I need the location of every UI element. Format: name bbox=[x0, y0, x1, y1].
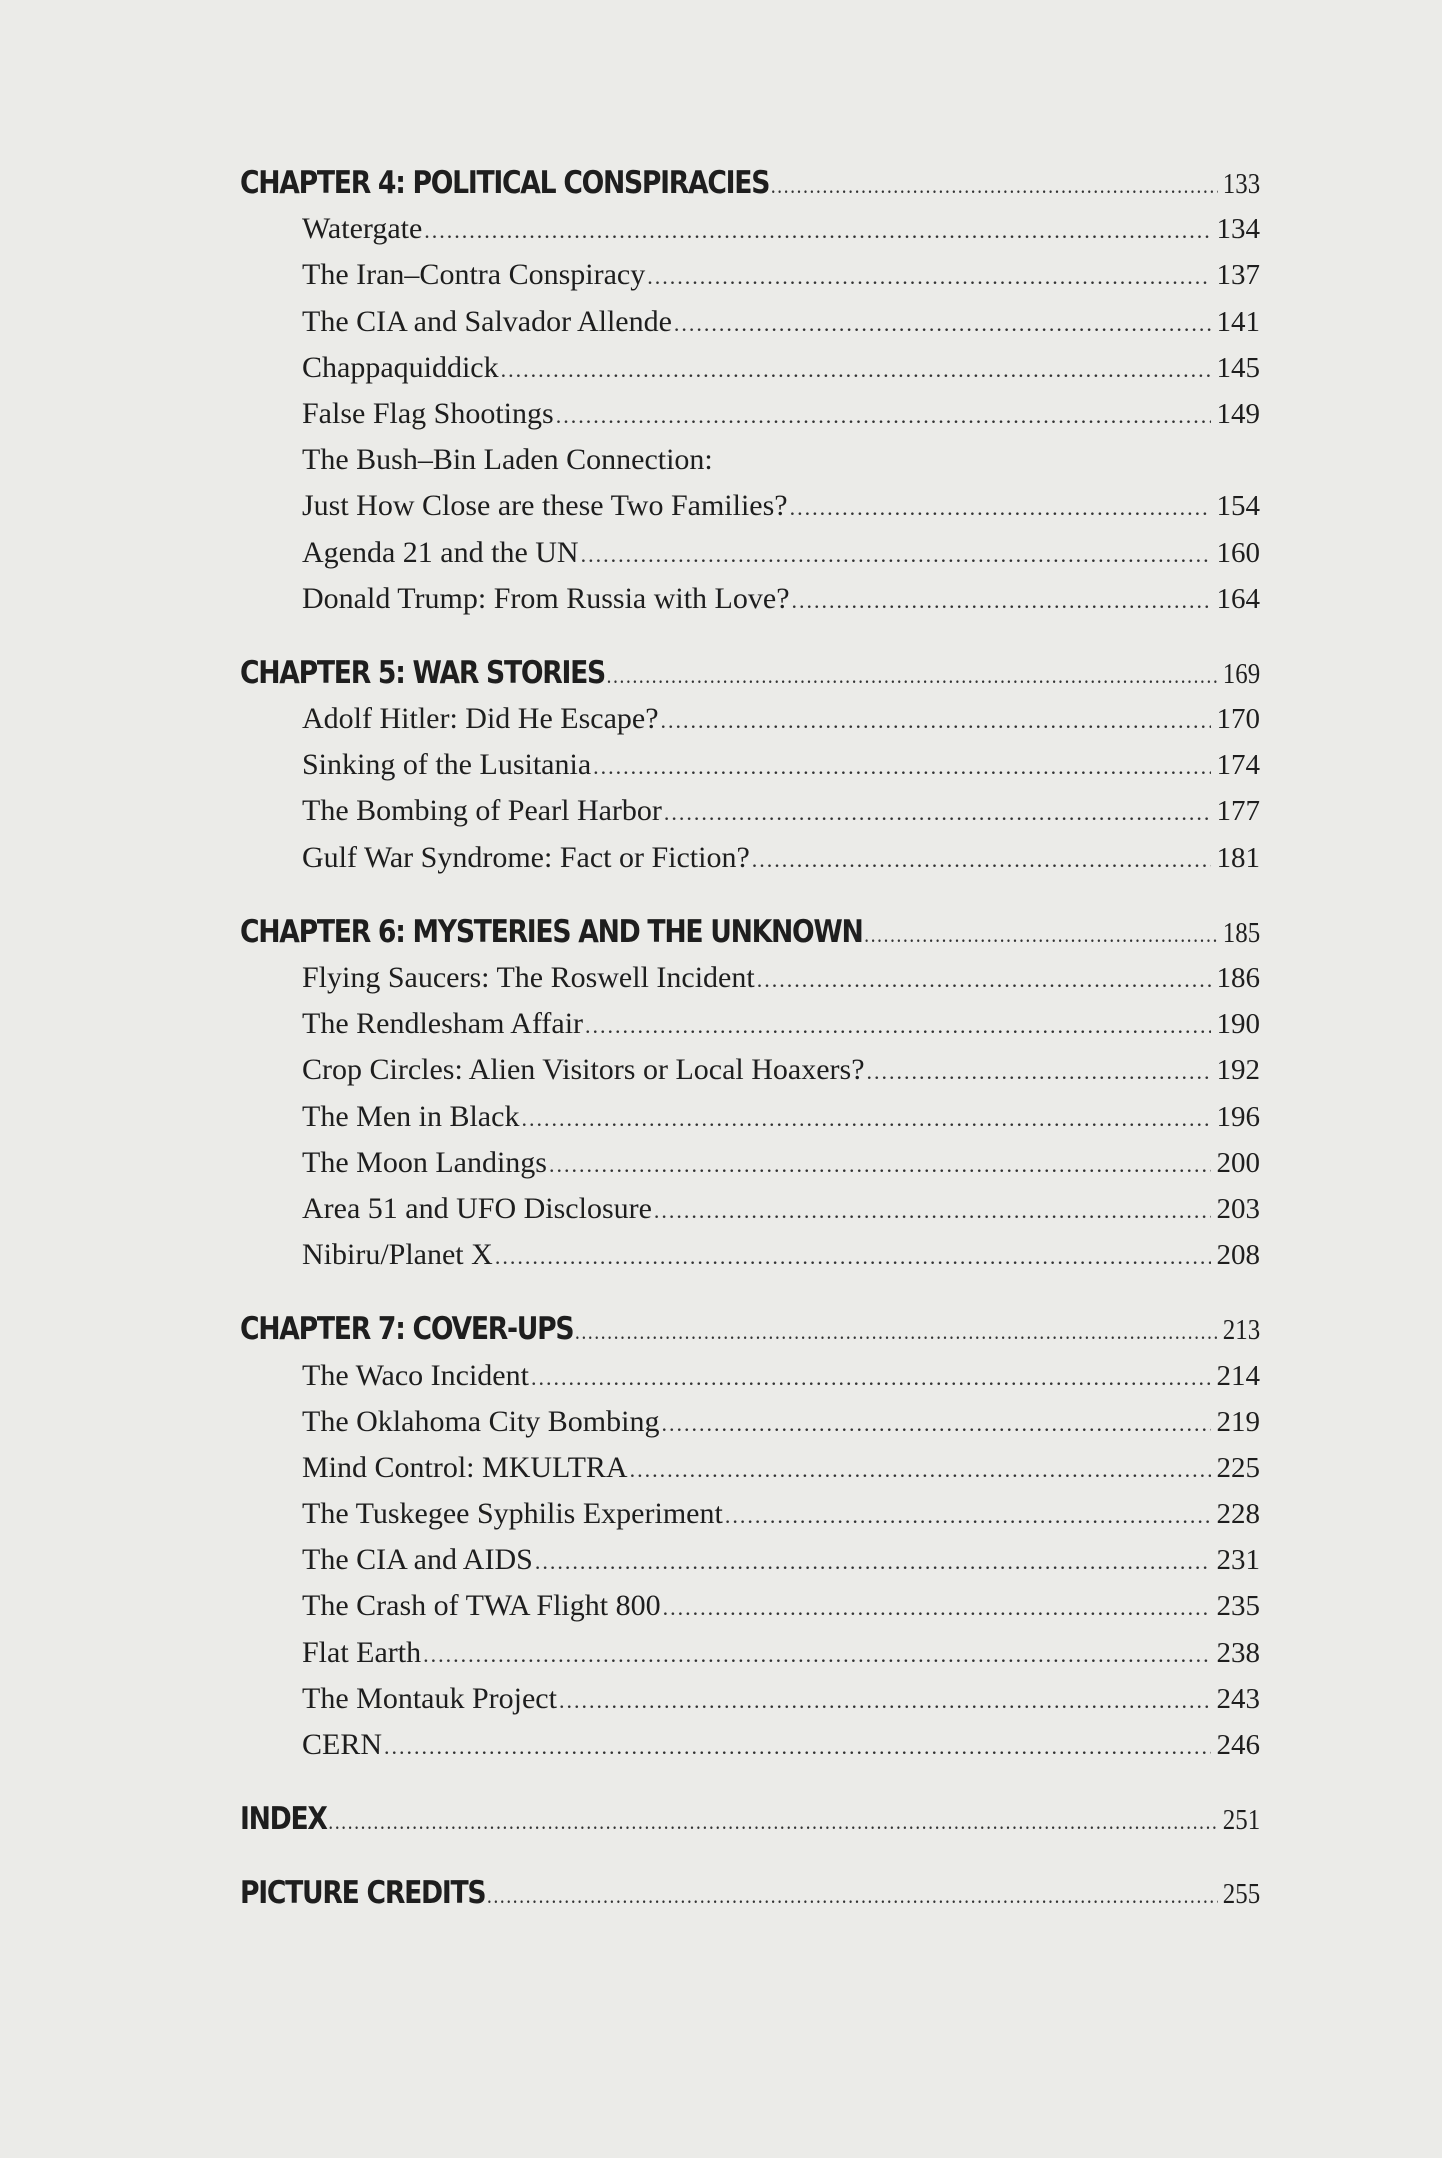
dot-leader bbox=[328, 1799, 1217, 1845]
dot-leader bbox=[790, 485, 1211, 531]
table-of-contents bbox=[240, 160, 1260, 1917]
dot-leader bbox=[757, 957, 1211, 1003]
entry-page-number: 238 bbox=[1216, 1636, 1260, 1669]
dot-leader bbox=[487, 1873, 1218, 1919]
dot-leader bbox=[585, 1003, 1210, 1049]
toc-entry[interactable] bbox=[240, 742, 1260, 788]
chapter-title: CHAPTER 7: COVER-UPS bbox=[240, 1311, 574, 1348]
entry-title: Flying Saucers: The Roswell Incident bbox=[302, 961, 755, 994]
toc-entry[interactable] bbox=[240, 1491, 1260, 1537]
toc-entry[interactable] bbox=[240, 483, 1260, 529]
dot-leader bbox=[575, 1309, 1218, 1355]
entry-page-number: 243 bbox=[1216, 1682, 1260, 1715]
entry-title: The Montauk Project bbox=[302, 1681, 557, 1715]
entry-title: False Flag Shootings bbox=[302, 396, 554, 430]
toc-section bbox=[240, 160, 1260, 622]
toc-entry[interactable] bbox=[240, 252, 1260, 298]
dot-leader bbox=[661, 698, 1211, 744]
toc-entry[interactable] bbox=[240, 835, 1260, 881]
toc-section bbox=[240, 1306, 1260, 1768]
chapter-heading[interactable] bbox=[240, 1796, 1260, 1842]
dot-leader bbox=[864, 912, 1217, 958]
toc-entry[interactable] bbox=[240, 1676, 1260, 1722]
entry-title: Crop Circles: Alien Visitors or Local Hoaxers? bbox=[302, 1053, 865, 1087]
entry-page-number: 154 bbox=[1216, 490, 1260, 523]
entry-page-number: 196 bbox=[1216, 1100, 1260, 1133]
entry-page-number: 214 bbox=[1216, 1359, 1260, 1392]
entry-title: Just How Close are these Two Families? bbox=[302, 489, 788, 523]
toc-entry[interactable] bbox=[240, 1722, 1260, 1768]
chapter-title: CHAPTER 6: MYSTERIES AND THE UNKNOWN bbox=[240, 913, 863, 950]
chapter-title: CHAPTER 5: WAR STORIES bbox=[240, 654, 605, 691]
dot-leader bbox=[531, 1355, 1211, 1401]
entry-title: Area 51 and UFO Disclosure bbox=[302, 1191, 652, 1225]
chapter-title: INDEX bbox=[240, 1801, 327, 1838]
dot-leader bbox=[663, 1585, 1211, 1631]
entry-page-number: 149 bbox=[1216, 397, 1260, 430]
entry-title: Donald Trump: From Russia with Love? bbox=[302, 581, 790, 615]
entry-title: Agenda 21 and the UN bbox=[302, 535, 579, 569]
toc-entry[interactable] bbox=[240, 206, 1260, 252]
entry-page-number: 190 bbox=[1216, 1008, 1260, 1041]
entry-title: The Oklahoma City Bombing bbox=[302, 1404, 660, 1438]
toc-entry[interactable] bbox=[240, 1001, 1260, 1047]
toc-entry[interactable] bbox=[240, 1630, 1260, 1676]
entry-page-number: 160 bbox=[1216, 536, 1260, 569]
chapter-title: CHAPTER 4: POLITICAL CONSPIRACIES bbox=[240, 165, 770, 201]
toc-entry[interactable] bbox=[240, 1583, 1260, 1629]
toc-section bbox=[240, 909, 1260, 1279]
chapter-page-number: 185 bbox=[1222, 916, 1261, 949]
toc-entry[interactable] bbox=[240, 345, 1260, 391]
dot-leader bbox=[607, 653, 1218, 699]
toc-entry[interactable] bbox=[240, 1353, 1260, 1399]
entry-page-number: 231 bbox=[1216, 1544, 1260, 1577]
entry-page-number: 186 bbox=[1216, 962, 1260, 994]
entry-title: The CIA and AIDS bbox=[302, 1543, 533, 1577]
dot-leader bbox=[501, 347, 1211, 393]
dot-leader bbox=[771, 163, 1218, 209]
entry-page-number: 200 bbox=[1216, 1146, 1260, 1179]
dot-leader bbox=[549, 1142, 1211, 1188]
entry-page-number: 137 bbox=[1216, 259, 1260, 292]
entry-title: Gulf War Syndrome: Fact or Fiction? bbox=[302, 840, 750, 874]
entry-title: Chappaquiddick bbox=[302, 350, 499, 384]
chapter-heading[interactable] bbox=[240, 650, 1260, 696]
entry-page-number: 225 bbox=[1216, 1451, 1260, 1484]
toc-entry[interactable] bbox=[240, 1140, 1260, 1186]
toc-entry[interactable] bbox=[240, 437, 1260, 483]
dot-leader bbox=[521, 1096, 1210, 1142]
dot-leader bbox=[654, 1188, 1211, 1234]
dot-leader bbox=[559, 1678, 1211, 1724]
section-gap bbox=[240, 1278, 1260, 1306]
entry-title: The Moon Landings bbox=[302, 1145, 547, 1179]
toc-entry[interactable] bbox=[240, 696, 1260, 742]
toc-entry[interactable] bbox=[240, 299, 1260, 345]
dot-leader bbox=[384, 1724, 1210, 1770]
entry-page-number: 181 bbox=[1216, 841, 1260, 874]
toc-section bbox=[240, 650, 1260, 881]
entry-title: The CIA and Salvador Allende bbox=[302, 304, 672, 338]
entry-page-number: 235 bbox=[1216, 1590, 1260, 1623]
entry-title: The Men in Black bbox=[302, 1099, 520, 1133]
chapter-page-number: 251 bbox=[1222, 1804, 1261, 1837]
toc-entry[interactable] bbox=[240, 1399, 1260, 1445]
entry-title: The Bombing of Pearl Harbor bbox=[302, 794, 662, 828]
entry-page-number: 219 bbox=[1216, 1405, 1260, 1438]
dot-leader bbox=[792, 578, 1211, 624]
dot-leader bbox=[423, 1632, 1210, 1678]
entry-title: The Waco Incident bbox=[302, 1358, 529, 1392]
dot-leader bbox=[664, 790, 1211, 836]
section-gap bbox=[240, 622, 1260, 650]
toc-entry[interactable] bbox=[240, 576, 1260, 622]
entry-page-number: 164 bbox=[1216, 582, 1260, 615]
chapter-page-number: 133 bbox=[1222, 168, 1261, 200]
chapter-title: PICTURE CREDITS bbox=[240, 1875, 486, 1912]
entry-title: Adolf Hitler: Did He Escape? bbox=[302, 702, 659, 736]
toc-entry[interactable] bbox=[240, 1094, 1260, 1140]
dot-leader bbox=[867, 1049, 1211, 1095]
dot-leader bbox=[535, 1539, 1211, 1585]
toc-entry[interactable] bbox=[240, 530, 1260, 576]
toc-entry[interactable] bbox=[240, 788, 1260, 834]
entry-page-number: 246 bbox=[1216, 1729, 1260, 1761]
entry-page-number: 145 bbox=[1216, 351, 1260, 384]
section-gap bbox=[240, 1768, 1260, 1796]
toc-entry[interactable] bbox=[240, 1232, 1260, 1278]
chapter-heading[interactable] bbox=[240, 909, 1260, 955]
dot-leader bbox=[674, 301, 1211, 347]
toc-entry[interactable] bbox=[240, 1186, 1260, 1232]
entry-page-number: 228 bbox=[1216, 1498, 1260, 1531]
dot-leader bbox=[593, 744, 1210, 790]
chapter-heading[interactable] bbox=[240, 1870, 1260, 1916]
dot-leader bbox=[752, 837, 1211, 883]
entry-title: CERN bbox=[302, 1728, 383, 1761]
entry-title: Nibiru/Planet X bbox=[302, 1238, 493, 1272]
entry-page-number: 134 bbox=[1216, 213, 1260, 246]
toc-entry[interactable] bbox=[240, 955, 1260, 1001]
chapter-heading[interactable] bbox=[240, 160, 1260, 206]
entry-title: The Bush–Bin Laden Connection: bbox=[302, 443, 713, 477]
entry-title: Flat Earth bbox=[302, 1635, 422, 1669]
entry-title: The Crash of TWA Flight 800 bbox=[302, 1589, 661, 1623]
toc-entry[interactable] bbox=[240, 1445, 1260, 1491]
chapter-page-number: 213 bbox=[1222, 1314, 1261, 1347]
entry-title: Mind Control: MKULTRA bbox=[302, 1450, 628, 1484]
dot-leader bbox=[424, 208, 1210, 254]
dot-leader bbox=[556, 393, 1211, 439]
toc-entry[interactable] bbox=[240, 1047, 1260, 1093]
dot-leader bbox=[725, 1493, 1211, 1539]
entry-page-number: 174 bbox=[1216, 749, 1260, 782]
entry-title: Watergate bbox=[302, 212, 423, 246]
toc-entry[interactable] bbox=[240, 1537, 1260, 1583]
entry-page-number: 208 bbox=[1216, 1239, 1260, 1272]
dot-leader bbox=[495, 1234, 1211, 1280]
toc-entry[interactable] bbox=[240, 391, 1260, 437]
dot-leader bbox=[647, 254, 1210, 300]
chapter-page-number: 169 bbox=[1222, 657, 1261, 690]
toc-section bbox=[240, 1796, 1260, 1842]
section-gap bbox=[240, 881, 1260, 909]
chapter-heading[interactable] bbox=[240, 1306, 1260, 1352]
entry-title: The Rendlesham Affair bbox=[302, 1007, 584, 1041]
dot-leader bbox=[581, 532, 1211, 578]
entry-title: The Tuskegee Syphilis Experiment bbox=[302, 1497, 723, 1531]
entry-title: The Iran–Contra Conspiracy bbox=[302, 258, 646, 292]
entry-title: Sinking of the Lusitania bbox=[302, 748, 592, 782]
entry-page-number: 192 bbox=[1216, 1054, 1260, 1087]
chapter-page-number: 255 bbox=[1222, 1878, 1261, 1911]
entry-page-number: 203 bbox=[1216, 1192, 1260, 1225]
section-gap bbox=[240, 1842, 1260, 1870]
dot-leader bbox=[630, 1447, 1211, 1493]
entry-page-number: 170 bbox=[1216, 703, 1260, 736]
toc-section bbox=[240, 1870, 1260, 1916]
dot-leader bbox=[661, 1401, 1210, 1447]
entry-page-number: 141 bbox=[1216, 305, 1260, 338]
entry-page-number: 177 bbox=[1216, 795, 1260, 828]
